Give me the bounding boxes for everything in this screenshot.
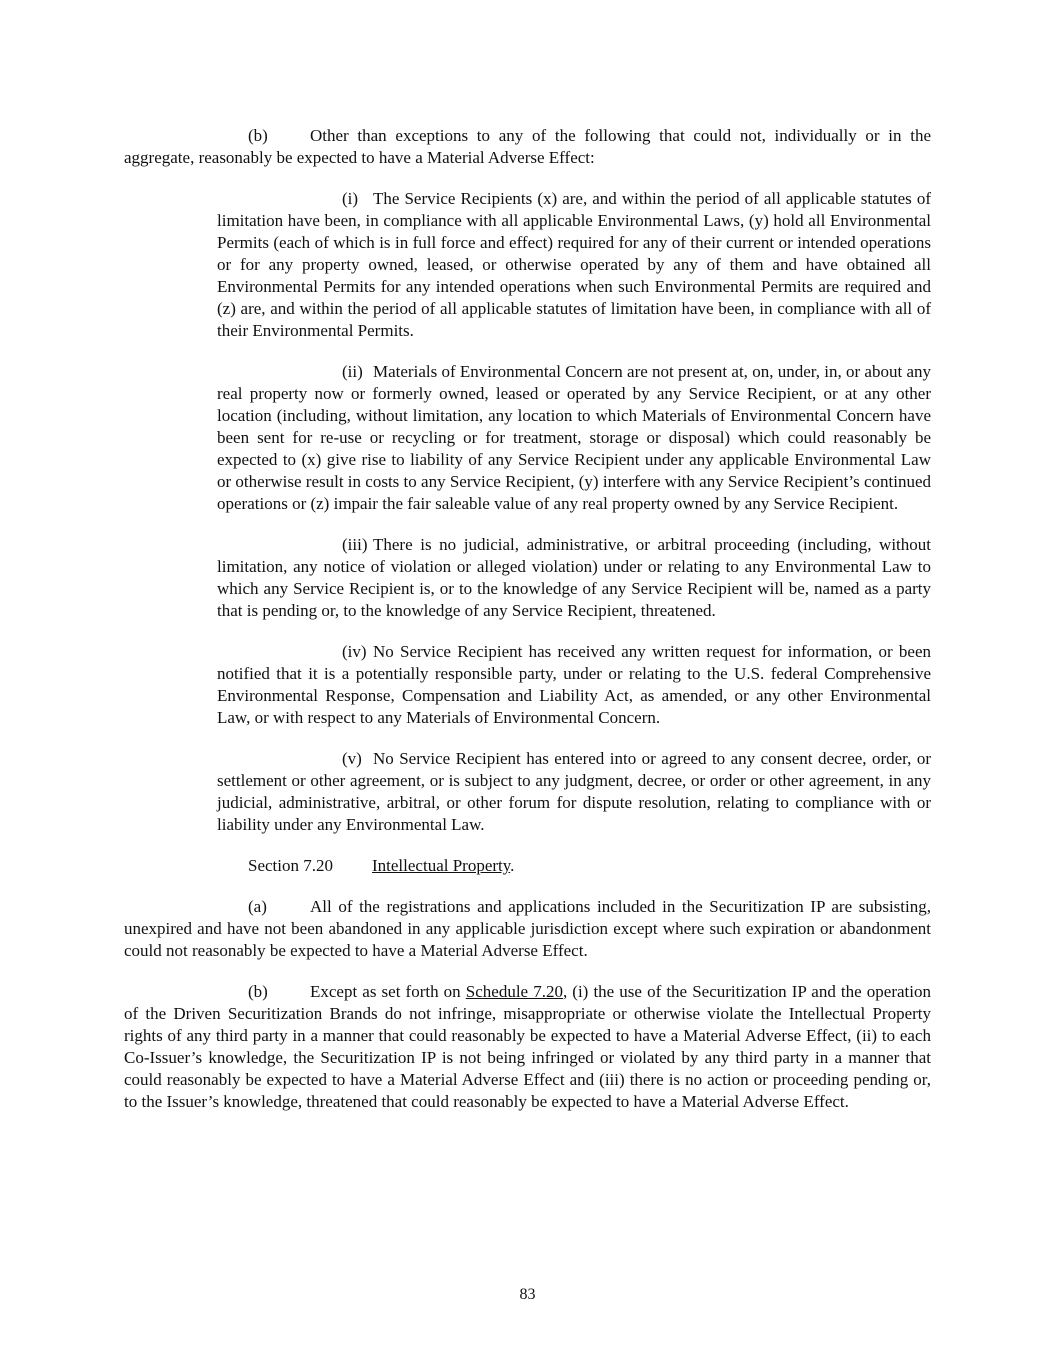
paragraph-text: All of the registrations and applications included in the Securitization IP are subsisting, unexpired and have not been abandoned in any applicable jurisdiction except where such expiration or abandonment could not reasonably be expected to have a Material Adverse Effect.	[124, 897, 931, 960]
page-number: 83	[519, 1286, 536, 1303]
subparagraph-iv	[217, 641, 931, 729]
paragraph-b-intro	[124, 125, 931, 169]
subparagraph-label: (iii)	[342, 535, 368, 554]
document-page	[124, 125, 931, 1132]
subparagraph-label: (ii)	[342, 362, 363, 381]
subparagraph-label: (i)	[342, 189, 359, 208]
subparagraph-text: Materials of Environmental Concern are not present at, on, under, in, or about any real property now or formerly owned, leased or operated by any Service Recipient, or at any other location (including, without limitation, any location to which Materials of Environmental Concern have been sent for re-use or recycling or for treatment, storage or disposal) which could reasonably be expected to (x) give rise to liability of any Service Recipient under any applicable Environmental Law or otherwise result in costs to any Service Recipient, (y) interfere with any Service Recipient’s continued operations or (z) impair the fair saleable value of any real property owned by any Service Recipient.	[217, 362, 931, 513]
subparagraph-text: No Service Recipient has received any written request for information, or been notified that it is a potentially responsible party, under or relating to the U.S. federal Comprehensive Environmental Response, Compensation and Liability Act, as amended, or any other Environmental Law, or with respect to any Materials of Environmental Concern.	[217, 642, 931, 727]
subparagraph-text: The Service Recipients (x) are, and within the period of all applicable statutes of limitation have been, in compliance with all applicable Environmental Laws, (y) hold all Environmental Permits (each of which is in full force and effect) required for any of their current or intended operations or for any property owned, leased, or otherwise operated by any of them and have obtained all Environmental Permits for any intended operations when such Environmental Permits are required and (z) are, and within the period of all applicable statutes of limitation have been, in compliance with all of their Environmental Permits.	[217, 189, 931, 340]
section-title: Intellectual Property	[372, 856, 511, 875]
subparagraph-label: (iv)	[342, 642, 367, 661]
paragraph-label: (a)	[248, 897, 267, 916]
subparagraph-text: No Service Recipient has entered into or agreed to any consent decree, order, or settlement or other agreement, or is subject to any judgment, decree, or order or other agreement, in any judicial, administrative, arbitral, or other forum for dispute resolution, relating to compliance with or liability under any Environmental Law.	[217, 749, 931, 834]
section-heading	[124, 855, 931, 877]
section-number: Section 7.20	[248, 856, 333, 875]
paragraph-a	[124, 896, 931, 962]
subparagraph-v	[217, 748, 931, 836]
subparagraph-label: (v)	[342, 749, 362, 768]
subparagraph-text: There is no judicial, administrative, or arbitral proceeding (including, without limitation, any notice of violation or alleged violation) under or relating to any Environmental Law to which any Service Recipient is, or to the knowledge of any Service Recipient will be, named as a party that is pending or, to the knowledge of any Service Recipient, threatened.	[217, 535, 931, 620]
schedule-reference: Schedule 7.20	[465, 982, 563, 1001]
section-title-suffix: .	[510, 856, 515, 875]
subparagraph-iii	[217, 534, 931, 622]
paragraph-text: Other than exceptions to any of the following that could not, individually or in the aggregate, reasonably be expected to have a Material Adverse Effect:	[124, 126, 931, 167]
paragraph-text-after: , (i) the use of the Securitization IP and the operation of the Driven Securitization Brands do not infringe, misappropriate or otherwise violate the Intellectual Property rights of any third party in a manner that could reasonably be expected to have a Material Adverse Effect, (ii) to each Co-Issuer’s knowledge, the Securitization IP is not being infringed or violated by any third party in a manner that could reasonably be expected to have a Material Adverse Effect and (iii) there is no action or proceeding pending or, to the Issuer’s knowledge, threatened that could reasonably be expected to have a Material Adverse Effect.	[124, 982, 931, 1111]
paragraph-label: (b)	[248, 126, 268, 145]
subparagraph-i	[217, 188, 931, 342]
paragraph-text-before: Except as set forth on	[310, 982, 466, 1001]
subparagraph-ii	[217, 361, 931, 515]
paragraph-b-ip	[124, 981, 931, 1113]
paragraph-label: (b)	[248, 982, 268, 1001]
